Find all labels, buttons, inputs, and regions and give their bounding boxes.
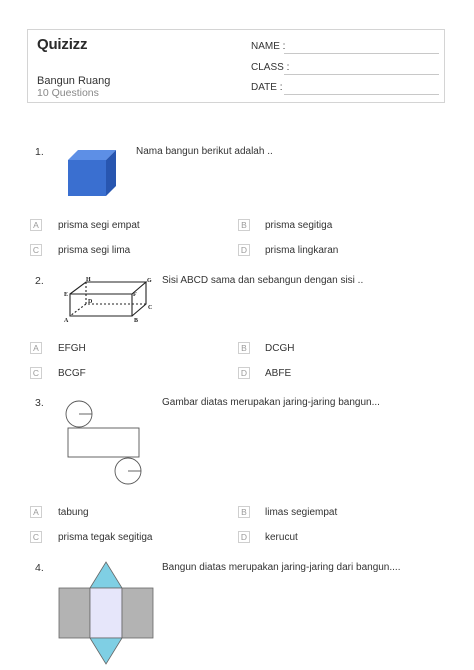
option-text[interactable]: prisma segi empat xyxy=(58,220,140,231)
question-text: Bangun diatas merupakan jaring-jaring dari bangun.... xyxy=(162,562,401,573)
vertex-label: G xyxy=(147,278,152,284)
cuboid-right-edges xyxy=(132,282,146,316)
cylinder-net-image xyxy=(62,397,146,489)
top-triangle-face xyxy=(90,562,122,588)
question-text: Gambar diatas merupakan jaring-jaring bangun... xyxy=(162,397,380,408)
question-number: 1. xyxy=(35,146,44,158)
option-letter: C xyxy=(30,531,42,543)
option-text[interactable]: EFGH xyxy=(58,343,86,354)
question-number: 2. xyxy=(35,275,44,287)
cylinder-lateral-rect xyxy=(68,428,139,457)
prism-net-image xyxy=(58,560,154,668)
vertex-label: H xyxy=(86,277,91,283)
question-text: Nama bangun berikut adalah .. xyxy=(136,146,273,157)
vertex-label: D xyxy=(88,299,93,305)
cuboid-front-face xyxy=(70,294,132,316)
option-letter: B xyxy=(238,342,250,354)
cube-front-face xyxy=(68,160,106,196)
option-text[interactable]: prisma segi lima xyxy=(58,245,131,256)
option-letter: D xyxy=(238,531,250,543)
date-field[interactable] xyxy=(284,94,439,95)
question-count: 10 Questions xyxy=(37,87,99,99)
vertex-label: F xyxy=(133,292,137,298)
option-text[interactable]: kerucut xyxy=(265,532,298,543)
vertex-label: A xyxy=(64,318,69,324)
class-label: CLASS : xyxy=(251,62,290,73)
option-text[interactable]: limas segiempat xyxy=(265,507,338,518)
question-text: Sisi ABCD sama dan sebangun dengan sisi .. xyxy=(162,275,364,286)
name-field[interactable] xyxy=(284,53,439,54)
center-rect-face xyxy=(90,588,122,638)
vertex-label: E xyxy=(64,292,69,298)
quizizz-logo: Quizizz xyxy=(37,36,88,53)
left-rect-face xyxy=(59,588,90,638)
name-label: NAME : xyxy=(251,41,286,52)
cuboid-hidden-edge xyxy=(70,304,86,316)
worksheet-header xyxy=(27,29,445,103)
vertex-label: B xyxy=(134,318,139,324)
option-letter: A xyxy=(30,219,42,231)
option-letter: B xyxy=(238,219,250,231)
blue-cube-image xyxy=(66,148,118,200)
bottom-triangle-face xyxy=(90,638,122,664)
option-text[interactable]: tabung xyxy=(58,507,89,518)
option-text[interactable]: prisma tegak segitiga xyxy=(58,532,153,543)
option-letter: B xyxy=(238,506,250,518)
option-text[interactable]: prisma segitiga xyxy=(265,220,333,231)
cuboid-hidden-edges xyxy=(86,282,146,304)
worksheet-title: Bangun Ruang xyxy=(37,75,111,87)
cuboid-diagram xyxy=(60,274,152,326)
date-label: DATE : xyxy=(251,82,283,93)
option-letter: C xyxy=(30,244,42,256)
option-letter: D xyxy=(238,244,250,256)
option-letter: D xyxy=(238,367,250,379)
option-text[interactable]: DCGH xyxy=(265,343,295,354)
option-letter: A xyxy=(30,342,42,354)
question-number: 4. xyxy=(35,562,44,574)
question-number: 3. xyxy=(35,397,44,409)
option-text[interactable]: ABFE xyxy=(265,368,292,379)
right-rect-face xyxy=(122,588,153,638)
vertex-label: C xyxy=(148,305,152,311)
option-text[interactable]: prisma lingkaran xyxy=(265,245,339,256)
option-text[interactable]: BCGF xyxy=(58,368,86,379)
option-letter: C xyxy=(30,367,42,379)
option-letter: A xyxy=(30,506,42,518)
class-field[interactable] xyxy=(284,74,439,75)
